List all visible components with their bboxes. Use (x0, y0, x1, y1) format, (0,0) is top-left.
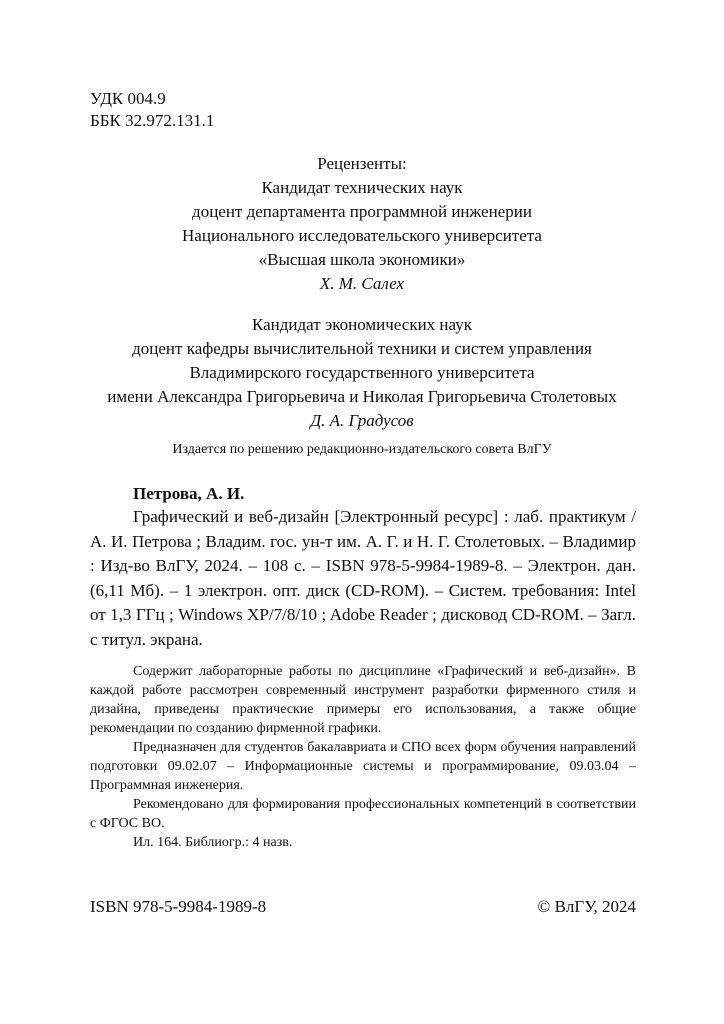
reviewer-organization: имени Александра Григорьевича и Николая Григорьевича Столетовых (107, 387, 617, 406)
reviewer-organization: Владимирского государственного университета (189, 363, 535, 382)
reviewer-block-2 (60, 313, 664, 433)
reviewer-position: доцент департамента программной инженерии (192, 202, 532, 221)
reviewer-degree: Кандидат технических наук (261, 178, 463, 197)
reviewer-organization: «Высшая школа экономики» (258, 250, 466, 269)
annotation-paragraph: Рекомендовано для формирования профессиональных компетенций в соответствии с ФГОС ВО. (90, 797, 636, 831)
reviewer-degree: Кандидат экономических наук (252, 315, 472, 334)
bbk-code: ББК 32.972.131.1 (90, 111, 215, 130)
reviewer-name: Х. М. Салех (319, 274, 405, 293)
copyright-footer: © ВлГУ, 2024 (537, 897, 636, 916)
annotation-block (90, 662, 636, 852)
annotation-paragraph: Предназначен для студентов бакалавриата и СПО всех форм обучения направлений подготовки 09.02.07 – Информационные системы и программирование, 09.03.04 – Программная инженерия. (90, 740, 636, 793)
udk-code: УДК 004.9 (90, 89, 166, 108)
reviewer-name: Д. А. Градусов (310, 411, 414, 430)
publisher-note: Издается по решению редакционно-издательского совета ВлГУ (172, 442, 552, 457)
author-heading: Петрова, А. И. (133, 484, 245, 503)
biblio-text: Графический и веб-дизайн [Электронный ресурс] : лаб. практикум / А. И. Петрова ; Владим. гос. ун-т им. А. Г. и Н. Г. Столетовых. – Владимир : Изд-во ВлГУ, 2024. – 108 с. – ISBN 978-5-9984-1989-8. – Электрон. дан. (6,11 Мб). – 1 электрон. опт. диск (CD-ROM). – Систем. требования: Intel от 1,3 ГГц ; Windows XP/7/8/10 ; Adobe Reader ; дисковод CD-ROM. – Загл. с титул. экрана. (90, 507, 636, 649)
isbn-footer: ISBN 978-5-9984-1989-8 (90, 897, 267, 916)
reviewer-organization: Национального исследовательского университета (182, 226, 542, 245)
reviewer-position: доцент кафедры вычислительной техники и систем управления (132, 339, 592, 358)
annotation-paragraph: Ил. 164. Библиогр.: 4 назв. (133, 835, 293, 850)
reviewer-block-1 (60, 152, 664, 296)
annotation-paragraph: Содержит лабораторные работы по дисциплине «Графический и веб-дизайн». В каждой работе рассмотрен современный инструмент разработки фирменного стиля и дизайна, приведены практические примеры его использования, а также общие рекомендации по созданию фирменной графики. (90, 664, 636, 736)
bibliographic-description (90, 505, 636, 652)
classification-block (90, 88, 214, 132)
reviewers-title: Рецензенты: (317, 154, 407, 173)
